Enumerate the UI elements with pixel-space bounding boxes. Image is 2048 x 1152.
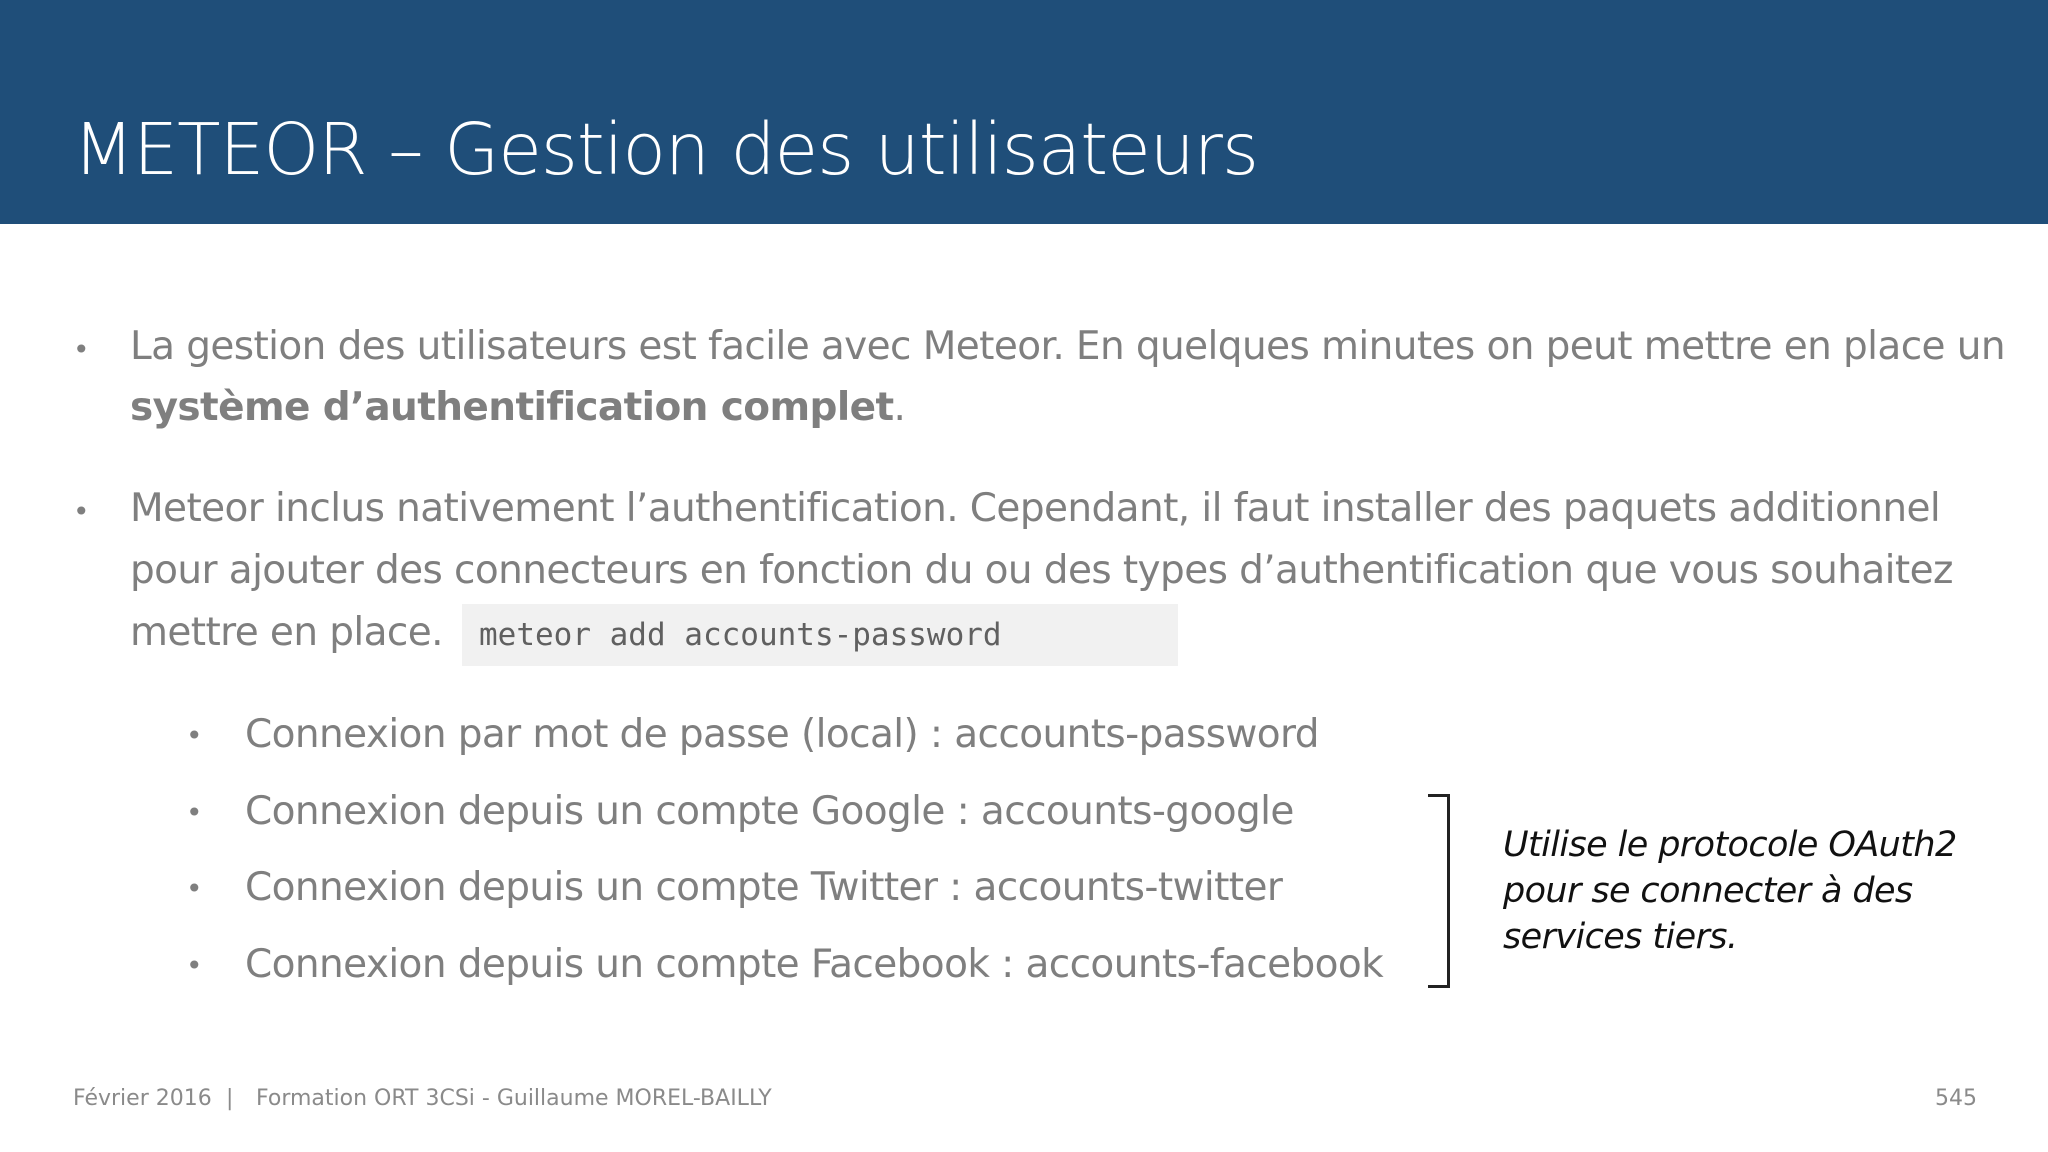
bullet-1-line-1: La gestion des utilisateurs est facile avec Meteor. En quelques minutes on peut mettre en place un xyxy=(130,324,2005,369)
footer-date: Février 2016 xyxy=(73,1086,212,1111)
sub-bullet-facebook: Connexion depuis un compte Facebook : accounts-facebook xyxy=(245,942,1384,987)
code-snippet: meteor add accounts-password xyxy=(462,604,1178,666)
bullet-marker: • xyxy=(73,495,90,528)
oauth-note-line-3: services tiers. xyxy=(1503,917,1738,957)
bullet-2-line-1: Meteor inclus nativement l’authentification. Cependant, il faut installer des paquets additionnel xyxy=(130,486,1941,531)
sub-bullet-twitter: Connexion depuis un compte Twitter : accounts-twitter xyxy=(245,865,1283,910)
oauth-note-line-2: pour se connecter à des xyxy=(1503,871,1913,911)
sub-bullet-google: Connexion depuis un compte Google : accounts-google xyxy=(245,789,1294,834)
bullet-2-line-2: pour ajouter des connecteurs en fonction du ou des types d’authentification que vous souhaitez xyxy=(130,548,1953,593)
footer-course: Formation ORT 3CSi - Guillaume MOREL-BAILLY xyxy=(256,1086,772,1111)
page-number: 545 xyxy=(1935,1086,1977,1111)
sub-bullet-marker: • xyxy=(186,949,203,982)
slide-title: METEOR – Gestion des utilisateurs xyxy=(73,108,1258,191)
emphasis-text: système d’authentification complet xyxy=(130,385,894,430)
oauth-note-line-1: Utilise le protocole OAuth2 xyxy=(1503,825,1957,865)
footer-separator: | xyxy=(226,1086,234,1111)
punctuation: . xyxy=(893,385,906,430)
bullet-2-line-3: mettre en place. xyxy=(130,610,443,655)
sub-bullet-marker: • xyxy=(186,719,203,752)
right-bracket xyxy=(1428,794,1450,988)
sub-bullet-marker: • xyxy=(186,872,203,905)
oauth-note xyxy=(1503,822,2023,960)
bullet-marker: • xyxy=(73,333,90,366)
sub-bullet-password: Connexion par mot de passe (local) : accounts-password xyxy=(245,712,1319,757)
bullet-1-line-2 xyxy=(130,377,905,439)
sub-bullet-marker: • xyxy=(186,796,203,829)
